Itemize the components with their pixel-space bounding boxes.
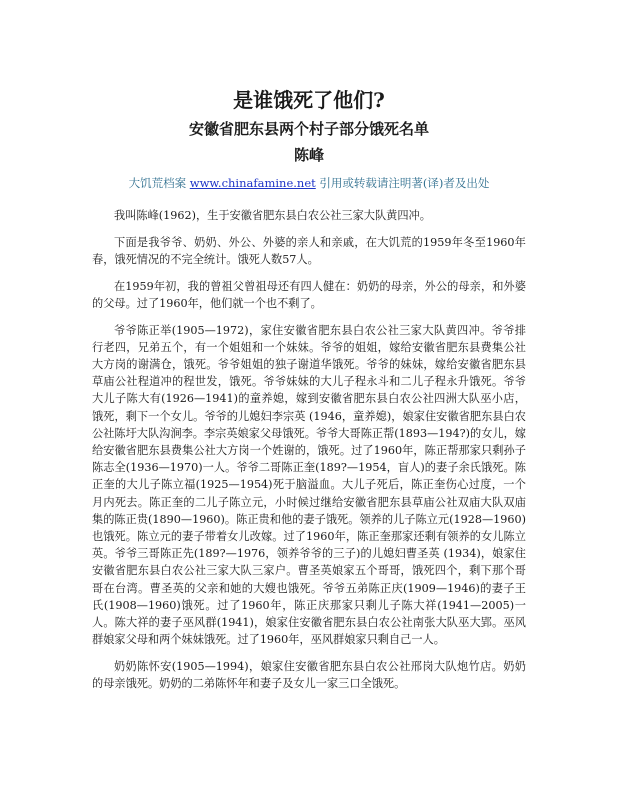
paragraph: 奶奶陈怀安(1905—1994)，娘家住安徽省肥东县白农公社邢岗大队炮竹店。奶奶的母亲饿死。奶奶的二弟陈怀年和妻子及女儿一家三口全饿死。 (92, 659, 526, 691)
paragraph: 爷爷陈正举(1905—1972)，家住安徽省肥东县白农公社三家大队黄四冲。爷爷排行老四，兄弟五个，有一个姐姐和一个妹妹。爷爷的姐姐，嫁给安徽省肥东县费集公社大方岗的谢满仓，饿死。爷爷姐姐的独子谢道华饿死。爷爷的妹妹，嫁给安徽省肥东县草庙公社程道冲的程世发，饿死。爷爷妹妹的大儿子程永斗和二儿子程永升饿死。爷爷大儿子陈大有(1926—1941)的童养媳，嫁到安徽省肥东县白农公社四洲大队巫小店，饿死，剩下一个女儿。爷爷的儿媳妇李宗英 (1946，童养媳)，娘家住安徽省肥东县白农公社陈圩大队沟涧李。李宗英娘家父母饿死。爷爷大哥陈正帮(1893—194?)的女儿，嫁给安徽省肥东县费集公社大方岗一个姓谢的，饿死。过了1960年，陈正帮那家只剩孙子陈志全(1936—1970)一人。爷爷二哥陈正奎(189?—1954，盲人)的妻子余氏饿死。陈正奎的大儿子陈立福(1925—1954)死于脑溢血。大儿子死后，陈正奎伤心过度，一个月内死去。陈正奎的二儿子陈立元，小时候过继给安徽省肥东县草庙公社双庙大队双庙集的陈正贵(1890—1960)。陈正贵和他的妻子饿死。领养的儿子陈立元(1928—1960)也饿死。陈立元的妻子带着女儿改嫁。过了1960年，陈正奎那家还剩有领养的女儿陈立英。爷爷三哥陈正先(189?—1976，领养爷爷的三子)的儿媳妇曹圣英 (1934)，娘家住安徽省肥东县白农公社三家大队三家户。曹圣英娘家五个哥哥，饿死四个，剩下那个哥哥在台湾。曹圣英的父亲和她的大嫂也饿死。爷爷五弟陈正庆(1909—1946)的妻子王氏(1908—1960)饿死。过了1960年，陈正庆那家只剩儿子陈大祥(1941—2005)一人。陈大祥的妻子巫风群(1941)，娘家住安徽省肥东县白农公社南张大队巫大郢。巫风群娘家父母和两个妹妹饿死。过了1960年，巫风群娘家只剩自己一人。 (92, 323, 526, 647)
document-title: 是谁饿死了他们? (233, 88, 385, 112)
author-name: 陈峰 (293, 146, 324, 164)
paragraph: 下面是我爷爷、奶奶、外公、外婆的亲人和亲戚，在大饥荒的1959年冬至1960年春，饿死情况的不完全统计。饿死人数57人。 (92, 235, 526, 266)
paragraph: 我叫陈峰(1962)，生于安徽省肥东县白农公社三家大队黄四冲。 (114, 209, 431, 222)
document-body (92, 207, 526, 702)
paragraph: 在1959年初，我的曾祖父曾祖母还有四人健在：奶奶的母亲，外公的母亲，和外婆的父母。过了1960年，他们就一个也不剩了。 (92, 279, 526, 310)
source-suffix: 引用或转载请注明著(译)者及出处 (315, 176, 490, 190)
document-subtitle: 安徽省肥东县两个村子部分饿死名单 (188, 120, 429, 138)
source-prefix: 大饥荒档案 (128, 176, 190, 190)
source-link[interactable]: www.chinafamine.net (189, 176, 316, 190)
source-line (0, 175, 618, 191)
